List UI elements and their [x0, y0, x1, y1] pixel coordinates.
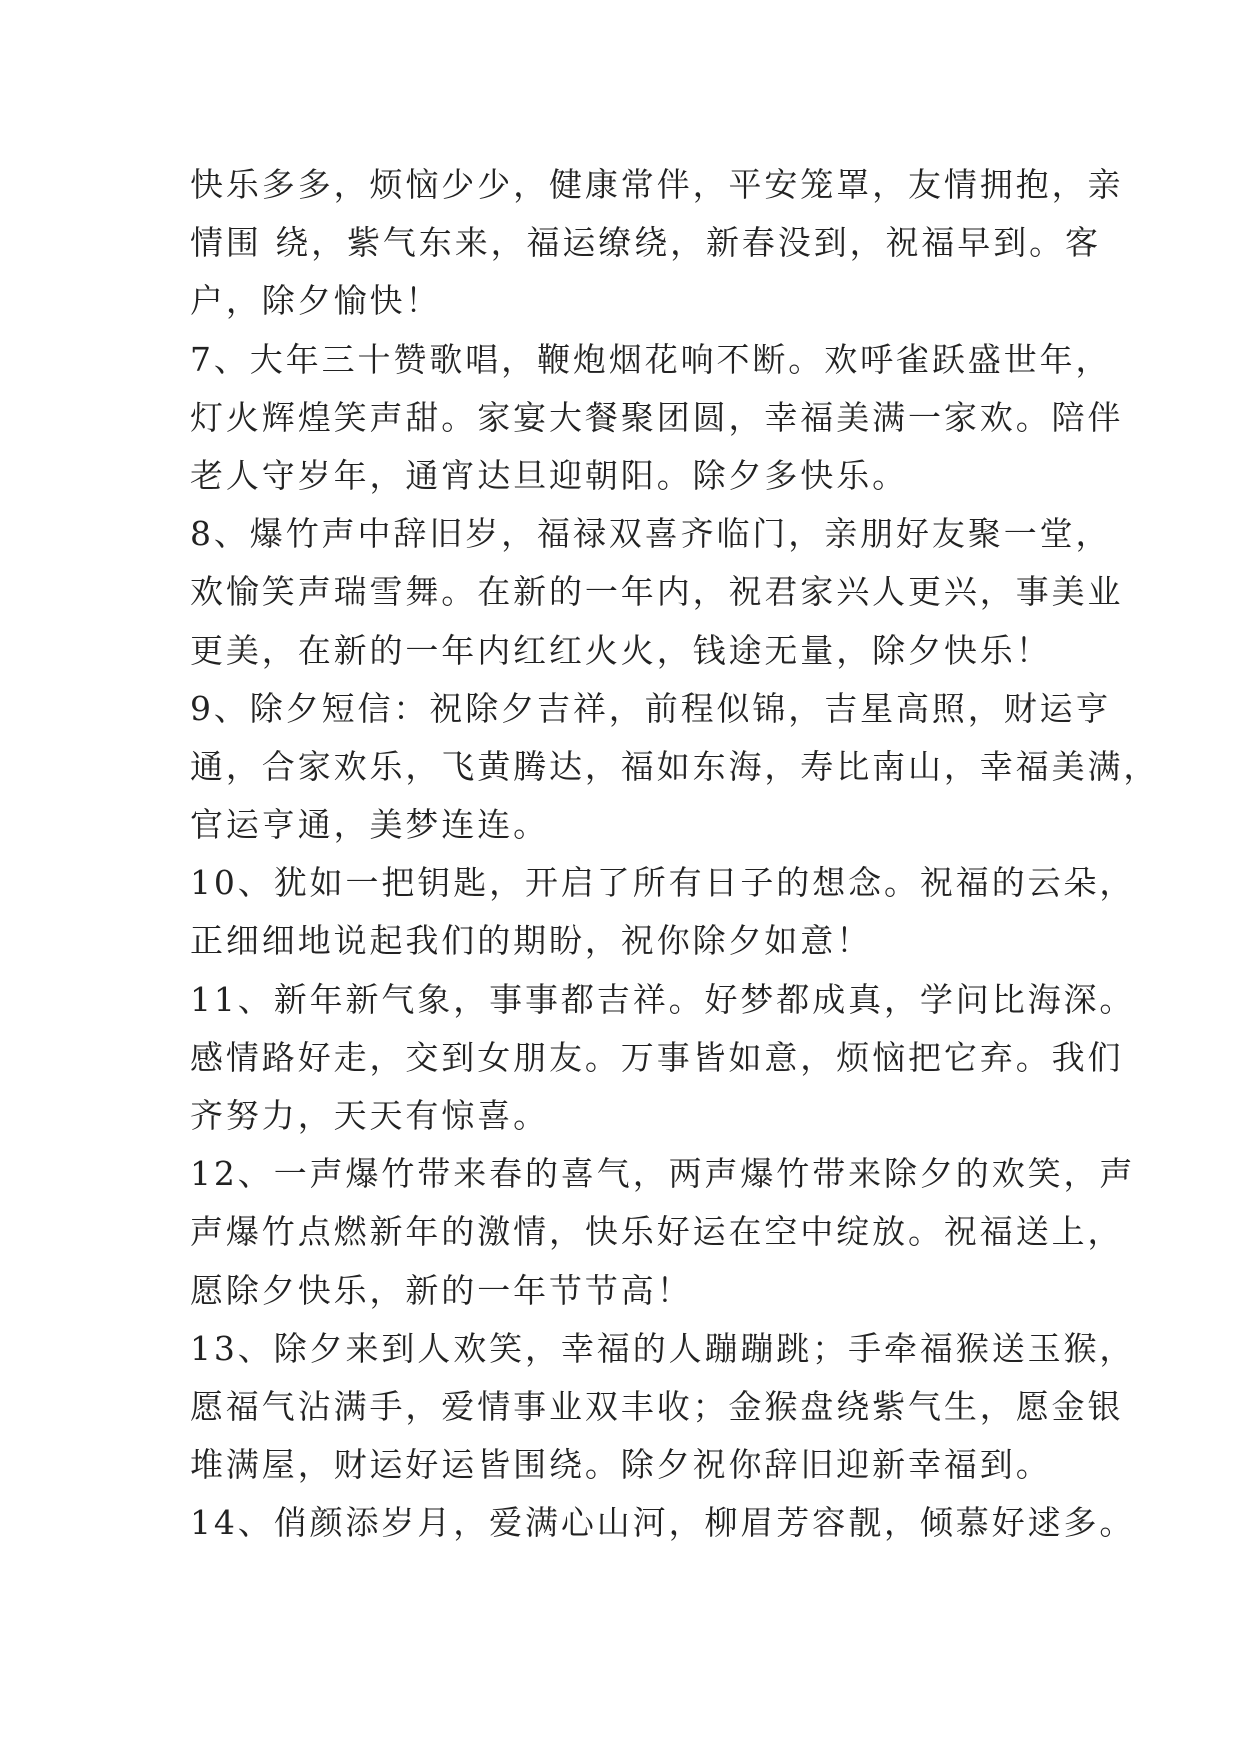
text-line: 情围 绕，紫气东来，福运缭绕，新春没到，祝福早到。客: [190, 223, 1101, 263]
document-body: [190, 156, 1160, 1553]
text-line: 老人守岁年，通宵达旦迎朝阳。除夕多快乐。: [190, 455, 908, 495]
text-line: 10、犹如一把钥匙，开启了所有日子的想念。祝福的云朵，: [190, 863, 1136, 903]
text-line: 通，合家欢乐，飞黄腾达，福如东海，寿比南山，幸福美满，: [190, 746, 1160, 786]
text-line: 14、俏颜添岁月，爱满心山河，柳眉芳容靓，倾慕好逑多。: [190, 1503, 1136, 1543]
text-line: 愿福气沾满手，爱情事业双丰收；金猴盘绕紫气生，愿金银: [190, 1386, 1124, 1426]
text-line: 官运亨通，美梦连连。: [190, 805, 549, 845]
text-line: 11、新年新气象，事事都吉祥。好梦都成真，学问比海深。: [190, 979, 1136, 1019]
text-line: 快乐多多，烦恼少少，健康常伴，平安笼罩，友情拥抱，亲: [190, 165, 1124, 204]
text-line: 灯火辉煌笑声甜。家宴大餐聚团圆，幸福美满一家欢。陪伴: [190, 397, 1124, 437]
text-line: 7、大年三十赞歌唱，鞭炮烟花响不断。欢呼雀跃盛世年，: [190, 339, 1112, 379]
text-line: 13、除夕来到人欢笑，幸福的人蹦蹦跳；手牵福猴送玉猴，: [190, 1328, 1136, 1368]
text-line: 正细细地说起我们的期盼，祝你除夕如意！: [190, 921, 873, 961]
text-line: 声爆竹点燃新年的激情，快乐好运在空中绽放。祝福送上，: [190, 1212, 1124, 1252]
text-line: 9、除夕短信：祝除夕吉祥，前程似锦，吉星高照，财运亨: [190, 688, 1112, 728]
text-line: 8、爆竹声中辞旧岁，福禄双喜齐临门，亲朋好友聚一堂，: [190, 514, 1112, 554]
text-line: 更美，在新的一年内红红火火，钱途无量，除夕快乐！: [190, 630, 1052, 670]
text-line: 12、一声爆竹带来春的喜气，两声爆竹带来除夕的欢笑，声: [190, 1154, 1136, 1194]
text-line: 堆满屋，财运好运皆围绕。除夕祝你辞旧迎新幸福到。: [190, 1445, 1052, 1485]
text-line: 愿除夕快乐，新的一年节节高！: [190, 1270, 693, 1310]
text-line: 齐努力，天天有惊喜。: [190, 1096, 549, 1135]
text-line: 户，除夕愉快！: [190, 281, 442, 321]
text-line: 感情路好走，交到女朋友。万事皆如意，烦恼把它弃。我们: [190, 1037, 1124, 1077]
text-line: 欢愉笑声瑞雪舞。在新的一年内，祝君家兴人更兴，事美业: [190, 572, 1124, 612]
